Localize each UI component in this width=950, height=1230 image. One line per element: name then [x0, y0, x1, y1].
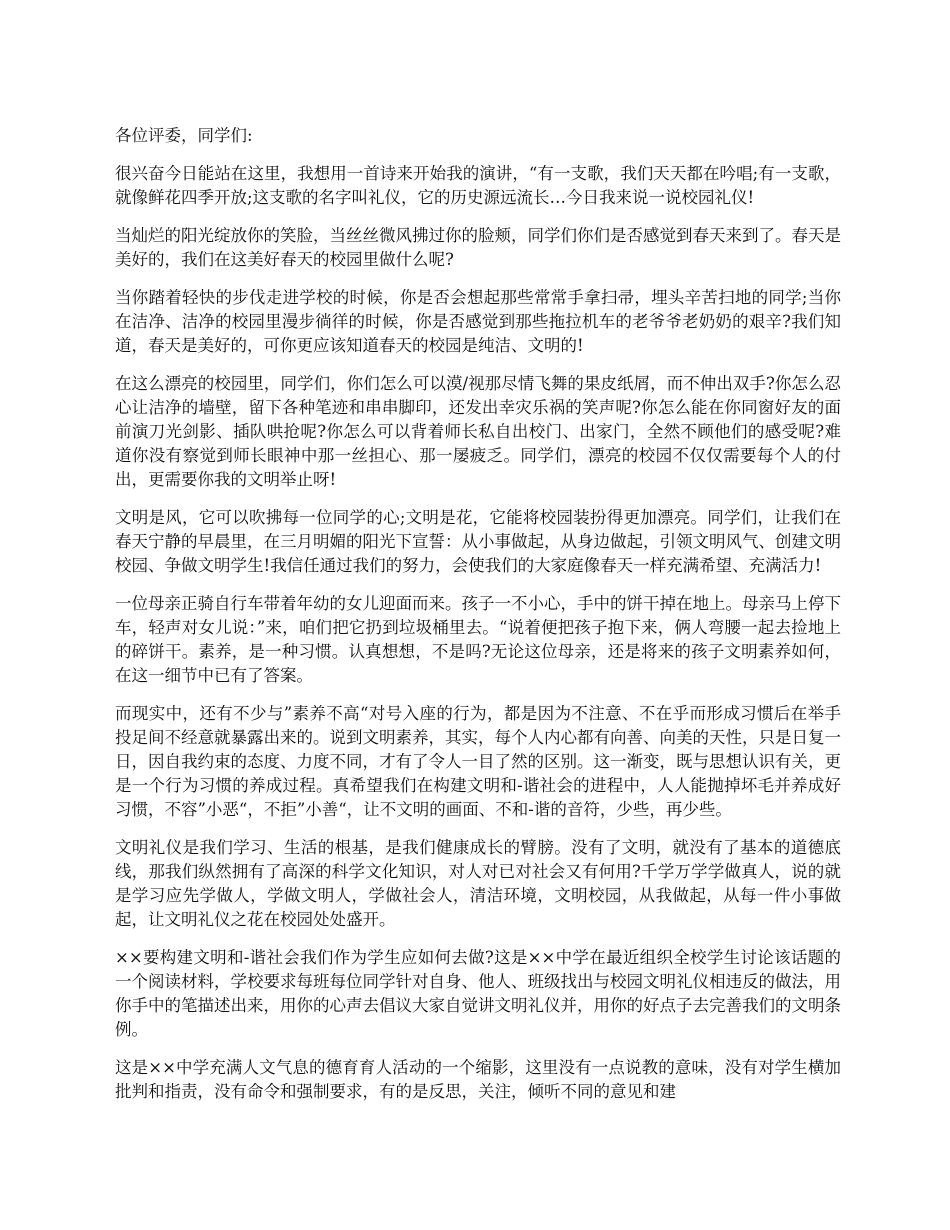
paragraph: ××要构建文明和-谐社会我们作为学生应如何去做?这是××中学在最近组织全校学生讨论该话题的一个阅读材料，学校要求每班每位同学针对自身、他人、班级找出与校园文明礼仪相违反的做法，用你手中的笔描述出来，用你的心声去倡议大家自觉讲文明礼仪并，用你的好点子去完善我们的文明条例。 — [115, 948, 841, 1039]
paragraph: 当灿烂的阳光绽放你的笑脸，当丝丝微风拂过你的脸颊，同学们你们是否感觉到春天来到了。春天是美好的，我们在这美好春天的校园里做什么呢? — [115, 226, 841, 269]
salutation: 各位评委，同学们: — [115, 126, 253, 145]
paragraph: 这是××中学充满人文气息的德育育人活动的一个缩影，这里没有一点说教的意味，没有对学生横加批判和指责，没有命令和强制要求，有的是反思，关注，倾听不同的意见和建 — [115, 1058, 841, 1101]
paragraph: 很兴奋今日能站在这里，我想用一首诗来开始我的演讲，“有一支歌，我们天天都在吟唱;有一支歌，就像鲜花四季开放;这支歌的名字叫礼仪，它的历史源远流长…今日我来说一说校园礼仪! — [115, 164, 841, 207]
paragraph: 而现实中，还有不少与”素养不高“对号入座的行为，都是因为不注意、不在乎而形成习惯后在举手投足间不经意就暴露出来的。说到文明素养，其实，每个人内心都有向善、向美的天性，只是日复一日，因自我约束的态度、力度不同，才有了令人一目了然的区别。这一渐变，既与思想认识有关，更是一个行为习惯的养成过程。真希望我们在构建文明和-谐社会的进程中，人人能抛掉坏毛并养成好习惯，不容”小恶“，不拒”小善“，让不文明的画面、不和-谐的音符，少些，再少些。 — [115, 704, 841, 819]
paragraph: 一位母亲正骑自行车带着年幼的女儿迎面而来。孩子一不小心，手中的饼干掉在地上。母亲马上停下车，轻声对女儿说：”来，咱们把它扔到垃圾桶里去。“说着便把孩子抱下来，俩人弯腰一起去捡地上的碎饼干。素养，是一种习惯。认真想想，不是吗?无论这位母亲，还是将来的孩子文明素养如何，在这一细节中已有了答案。 — [115, 594, 841, 685]
paragraph: 当你踏着轻快的步伐走进学校的时候，你是否会想起那些常常手拿扫帚，埋头辛苦扫地的同学;当你在洁净、洁净的校园里漫步徜徉的时候，你是否感觉到那些拖拉机车的老爷爷老奶奶的艰辛?我们知道，春天是美好的，可你更应该知道春天的校园是纯洁、文明的! — [115, 288, 841, 355]
paragraph: 在这么漂亮的校园里，同学们，你们怎么可以漠/视那尽情飞舞的果皮纸屑，而不伸出双手?你怎么忍心让洁净的墙壁，留下各种笔迹和串串脚印，还发出幸灾乐祸的笑声呢?你怎么能在你同窗好友的面前演刀光剑影、插队哄抢呢?你怎么可以背着师长私自出校门、出家门，全然不顾他们的感受呢?难道你没有察觉到师长眼神中那一丝担心、那一屡疲乏。同学们，漂亮的校园不仅仅需要每个人的付出，更需要你我的文明举止呀! — [115, 374, 841, 489]
document-body — [115, 124, 841, 1118]
paragraph: 文明礼仪是我们学习、生活的根基，是我们健康成长的臂膀。没有了文明，就没有了基本的道德底线，那我们纵然拥有了高深的科学文化知识，对人对已对社会又有何用?千学万学学做真人，说的就是学习应先学做人，学做文明人，学做社会人，清洁环境，文明校园，从我做起，从每一件小事做起，让文明礼仪之花在校园处处盛开。 — [115, 838, 841, 929]
paragraph: 文明是风，它可以吹拂每一位同学的心;文明是花，它能将校园装扮得更加漂亮。同学们，让我们在春天宁静的早晨里，在三月明媚的阳光下宣誓：从小事做起，从身边做起，引领文明风气、创建文明校园、争做文明学生!我信任通过我们的努力，会使我们的大家庭像春天一样充满希望、充满活力! — [115, 508, 841, 575]
